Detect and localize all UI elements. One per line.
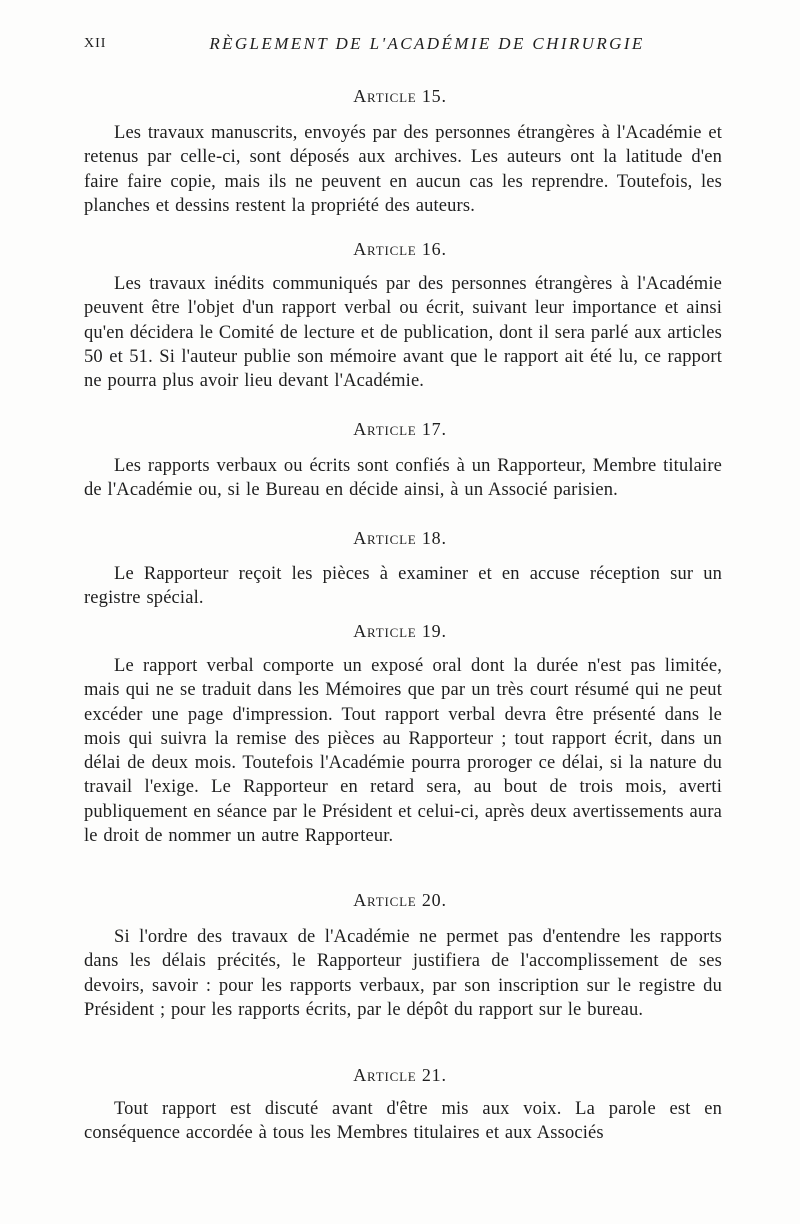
article-15-heading: Article 15. bbox=[353, 86, 447, 106]
article-19-heading: Article 19. bbox=[353, 621, 447, 641]
article-20-heading: Article 20. bbox=[353, 890, 447, 910]
article-20-text: Si l'ordre des travaux de l'Académie ne permet pas d'entendre les rapports dans les délais précités, le Rapporteur justifiera de l'accomplissement de ses devoirs, savoir : pour les rapports verbaux, par son inscription sur le registre du Président ; pour les rapports écrits, par le dépôt du rapport sur le bureau. bbox=[84, 927, 722, 1020]
article-18-text: Le Rapporteur reçoit les pièces à examiner et en accuse réception sur un registre spécial. bbox=[84, 564, 722, 609]
article-21-text: Tout rapport est discuté avant d'être mis aux voix. La parole est en conséquence accordée à tous les Membres titulaires et aux Associés bbox=[84, 1099, 722, 1144]
article-16-heading: Article 16. bbox=[353, 239, 447, 259]
article-19-text: Le rapport verbal comporte un exposé oral dont la durée n'est pas limitée, mais qui ne se traduit dans les Mémoires que par un très court résumé qui ne peut excéder une page d'impression. Tout rapport verbal devra être présenté dans le mois qui suivra la remise des pièces au Rapporteur ; tout rapport écrit, dans un délai de deux mois. Toutefois l'Académie pourra proroger ce délai, si la nature du travail l'exige. Le Rapporteur en retard sera, au bout de trois mois, averti publiquement en séance par le Président et celui-ci, après deux avertissements aura le droit de nommer un autre Rapporteur. bbox=[84, 656, 722, 847]
page-number: XII bbox=[84, 36, 107, 51]
article-15-text: Les travaux manuscrits, envoyés par des personnes étrangères à l'Académie et retenus par celle-ci, sont déposés aux archives. Les auteurs ont la latitude d'en faire faire copie, mais ils ne peuvent en aucun cas les reprendre. Toutefois, les planches et dessins restent la propriété des auteurs. bbox=[84, 123, 722, 216]
article-18-heading: Article 18. bbox=[353, 528, 447, 548]
article-17-heading: Article 17. bbox=[353, 419, 447, 439]
running-title: RÈGLEMENT DE L'ACADÉMIE DE CHIRURGIE bbox=[209, 34, 645, 53]
article-16-text: Les travaux inédits communiqués par des personnes étrangères à l'Académie peuvent être l'objet d'un rapport verbal ou écrit, suivant leur importance et ainsi qu'en décidera le Comité de lecture et de publication, dont il sera parlé aux articles 50 et 51. Si l'auteur publie son mémoire avant que le rapport ait été lu, ce rapport ne pourra plus avoir lieu devant l'Académie. bbox=[84, 274, 722, 392]
running-head bbox=[84, 34, 710, 56]
article-17-text: Les rapports verbaux ou écrits sont confiés à un Rapporteur, Membre titulaire de l'Académie ou, si le Bureau en décide ainsi, à un Associé parisien. bbox=[84, 456, 722, 501]
article-21-heading: Article 21. bbox=[353, 1065, 447, 1085]
